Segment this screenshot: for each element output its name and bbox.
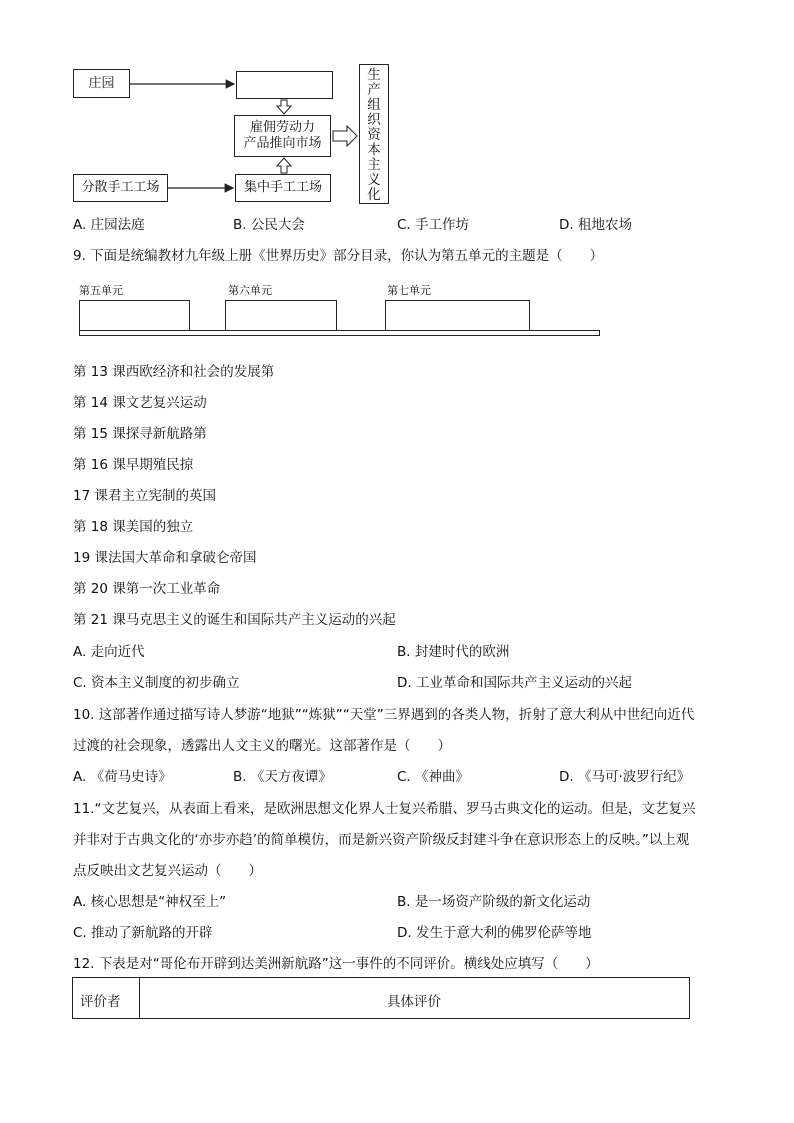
q10-option-b[interactable]: B. 《天方夜谭》 [233, 769, 332, 785]
q9-option-d[interactable]: D. 工业革命和国际共产主义运动的兴起 [397, 675, 632, 691]
q12-header-evaluator: 评价者 [80, 994, 121, 1010]
lesson-13: 第 13 课西欧经济和社会的发展第 [73, 364, 275, 380]
lesson-16: 第 16 课早期殖民掠 [73, 457, 194, 473]
lesson-17: 17 课君主立宪制的英国 [73, 488, 216, 504]
q8-option-a[interactable]: A. 庄园法庭 [73, 217, 145, 233]
vertical-char: 义 [367, 172, 381, 188]
q10-line1: 10. 这部著作通过描写诗人梦游“地狱”“炼狱”“天堂”三界遇到的各类人物，折射了意大利从中世纪向近代 [73, 707, 695, 723]
vertical-char: 主 [367, 157, 381, 173]
vertical-char: 产 [367, 82, 381, 98]
lesson-20: 第 20 课第一次工业革命 [73, 581, 221, 597]
unit-label-6: 第六单元 [228, 284, 272, 297]
diagram-arrows [0, 0, 794, 215]
q8-option-d[interactable]: D. 租地农场 [559, 217, 632, 233]
q11-option-a[interactable]: A. 核心思想是“神权至上” [73, 894, 227, 910]
q10-option-d[interactable]: D. 《马可·波罗行纪》 [559, 769, 691, 785]
q10-option-a[interactable]: A. 《荷马史诗》 [73, 769, 172, 785]
q12-header-evaluation: 具体评价 [387, 994, 441, 1010]
vertical-char: 本 [367, 142, 381, 158]
unit-box-5 [79, 300, 190, 331]
lesson-18: 第 18 课美国的独立 [73, 519, 194, 535]
vertical-char: 化 [367, 187, 381, 203]
q12-stem: 12. 下表是对“哥伦布开辟到达美洲新航路”这一事件的不同评价。横线处应填写（ ） [73, 956, 599, 972]
q8-option-c[interactable]: C. 手工作坊 [397, 217, 470, 233]
vertical-char: 织 [367, 112, 381, 128]
unit-box-6 [225, 300, 337, 331]
box-fensan-label: 分散手工工场 [81, 180, 160, 195]
q11-line1: 11.“文艺复兴，从表面上看来，是欧洲思想文化界人士复兴希腊、罗马古典文化的运动。但是，文艺复兴 [73, 801, 696, 817]
q8-option-b[interactable]: B. 公民大会 [233, 217, 305, 233]
q9-option-b[interactable]: B. 封建时代的欧洲 [397, 644, 510, 660]
q11-option-d[interactable]: D. 发生于意大利的佛罗伦萨等地 [397, 925, 592, 941]
unit-label-5: 第五单元 [79, 284, 123, 297]
q9-option-a[interactable]: A. 走向近代 [73, 644, 145, 660]
lesson-21: 第 21 课马克思主义的诞生和国际共产主义运动的兴起 [73, 612, 396, 628]
vertical-char: 资 [367, 127, 381, 143]
lesson-15: 第 15 课探寻新航路第 [73, 426, 207, 442]
vertical-char: 组 [367, 97, 381, 113]
q10-option-c[interactable]: C. 《神曲》 [397, 769, 470, 785]
q11-option-b[interactable]: B. 是一场资产阶级的新文化运动 [397, 894, 591, 910]
unit-box-7 [385, 300, 530, 331]
hollow-right-arrow-icon [333, 126, 357, 146]
lesson-14: 第 14 课文艺复兴运动 [73, 395, 207, 411]
timeline-bar [79, 330, 600, 336]
q9-stem: 9. 下面是统编教材九年级上册《世界历史》部分目录，你认为第五单元的主题是（ ） [73, 248, 604, 264]
unit-label-7: 第七单元 [387, 284, 431, 297]
hollow-up-arrow-icon [277, 158, 291, 173]
q12-table [72, 977, 690, 1019]
q11-option-c[interactable]: C. 推动了新航路的开辟 [73, 925, 213, 941]
box-middle-line2: 产品推向市场 [243, 136, 322, 151]
box-jizhong-label: 集中手工工场 [243, 180, 322, 195]
q11-line2: 并非对于古典文化的‘亦步亦趋’的简单模仿，而是新兴资产阶级反封建斗争在意识形态上的反映。”以上观 [73, 832, 690, 848]
vertical-char: 生 [367, 67, 381, 83]
hollow-down-arrow-icon [277, 100, 291, 114]
q9-option-c[interactable]: C. 资本主义制度的初步确立 [73, 675, 240, 691]
box-zhuangyuan-label: 庄园 [88, 75, 115, 91]
q12-table-divider [139, 977, 140, 1019]
q11-line3: 点反映出文艺复兴运动（ ） [73, 863, 262, 879]
box-middle-line1: 雇佣劳动力 [249, 120, 315, 135]
q10-line2: 过渡的社会现象，透露出人文主义的曙光。这部著作是（ ） [73, 738, 451, 754]
lesson-19: 19 课法国大革命和拿破仑帝国 [73, 550, 257, 566]
